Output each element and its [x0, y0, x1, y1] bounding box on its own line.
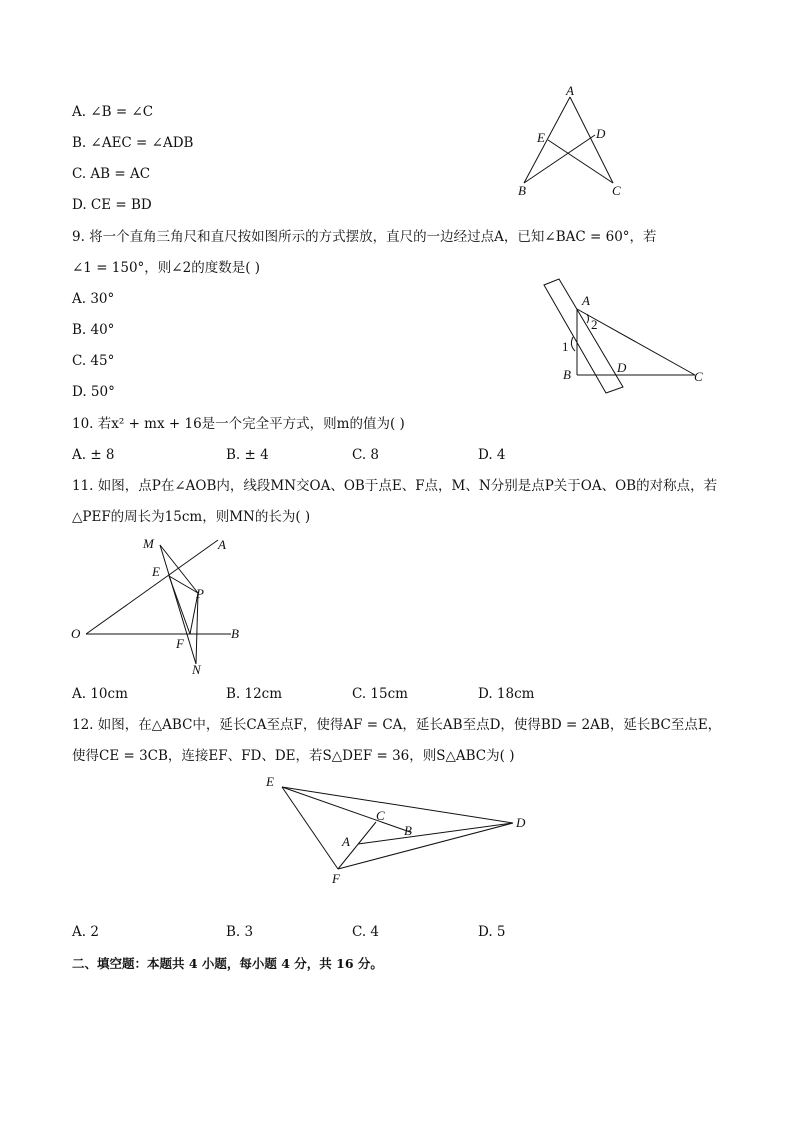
q9-option-a: A. 30°: [72, 291, 115, 307]
q9-label-b: B: [563, 367, 571, 382]
q8-label-d: D: [596, 126, 606, 141]
q12-option-d: D. 5: [478, 924, 506, 940]
q9-label-a: A: [582, 293, 590, 308]
q12-stem-line1: 12. 如图，在△ABC中，延长CA至点F，使得AF = CA，延长AB至点D，使得BD = 2AB，延长BC至点E，: [72, 717, 722, 733]
q9-stem-line1: 9. 将一个直角三角尺和直尺按如图所示的方式摆放，直尺的一边经过点A，已知∠BAC = 60°，若: [72, 229, 657, 245]
q12-option-a: A. 2: [72, 924, 99, 940]
q8-label-c: C: [612, 183, 621, 198]
q9-label-2: 2: [591, 317, 598, 332]
q11-option-b: B. 12cm: [226, 686, 283, 702]
q10-option-d: D. 4: [478, 447, 506, 463]
q12-figure: [260, 770, 540, 895]
q12-option-c: C. 4: [352, 924, 380, 940]
q11-label-b: B: [231, 626, 239, 641]
q9-option-b: B. 40°: [72, 322, 115, 338]
q11-label-n: N: [192, 662, 201, 677]
q8-label-a: A: [566, 83, 574, 98]
q11-figure: [66, 530, 256, 680]
q11-label-o: O: [71, 626, 81, 641]
q11-stem-line2: △PEF的周长为15cm，则MN的长为( ): [72, 509, 311, 525]
q9-label-d: D: [617, 360, 627, 375]
q8-option-b: B. ∠AEC = ∠ADB: [72, 135, 194, 151]
q11-label-e: E: [152, 564, 160, 579]
q12-option-b: B. 3: [226, 924, 254, 940]
q9-option-d: D. 50°: [72, 384, 115, 400]
q9-label-1: 1: [562, 339, 569, 354]
q8-option-d: D. CE = BD: [72, 197, 152, 213]
q11-label-a: A: [218, 537, 226, 552]
q8-label-e: E: [537, 130, 545, 145]
q8-label-b: B: [518, 183, 526, 198]
q9-figure: [540, 275, 720, 405]
q9-stem-line2: ∠1 = 150°，则∠2的度数是( ): [72, 260, 261, 276]
q10-option-a: A. ± 8: [72, 447, 115, 463]
section-2-heading: 二、填空题：本题共 4 小题，每小题 4 分，共 16 分。: [72, 956, 383, 971]
q8-option-c: C. AB = AC: [72, 166, 151, 182]
q9-option-c: C. 45°: [72, 353, 115, 369]
q8-figure: [510, 85, 650, 205]
q11-stem-line1: 11. 如图，点P在∠AOB内，线段MN交OA、OB于点E、F点，M、N分别是点P关于OA、OB的对称点，若: [72, 478, 718, 494]
q10-option-b: B. ± 4: [226, 447, 269, 463]
q11-label-f: F: [176, 636, 184, 651]
q10-stem: 10. 若x² + mx + 16是一个完全平方式，则m的值为( ): [72, 416, 405, 432]
q12-label-d: D: [516, 815, 526, 830]
q8-option-a: A. ∠B = ∠C: [72, 104, 154, 120]
q12-label-f: F: [332, 871, 340, 886]
q9-label-c: C: [694, 369, 703, 384]
q12-label-b: B: [404, 823, 412, 838]
q12-label-e: E: [266, 774, 274, 789]
q11-label-m: M: [143, 536, 154, 551]
q12-label-a: A: [342, 834, 350, 849]
q12-stem-line2: 使得CE = 3CB，连接EF、FD、DE，若S△DEF = 36，则S△ABC为( ): [72, 748, 515, 764]
q11-label-p: P: [196, 586, 204, 601]
q11-option-d: D. 18cm: [478, 686, 535, 702]
q11-option-c: C. 15cm: [352, 686, 408, 702]
q10-option-c: C. 8: [352, 447, 380, 463]
q11-option-a: A. 10cm: [72, 686, 128, 702]
q12-label-c: C: [376, 808, 385, 823]
